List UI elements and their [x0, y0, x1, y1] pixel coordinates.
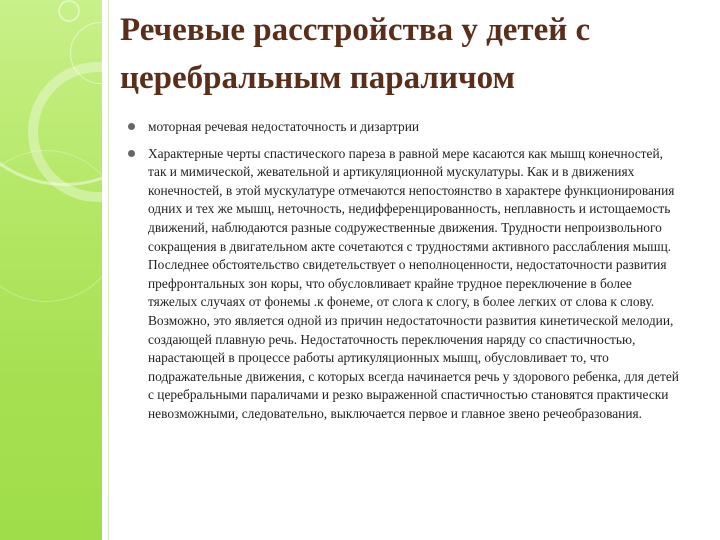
bullet-list: [128, 118, 684, 424]
bullet-item: [128, 145, 684, 424]
decorative-side-band: [0, 0, 102, 540]
decorative-ring: [0, 150, 102, 302]
bullet-text: Характерные черты спастического пареза в равной мере касаются как мышц конечностей, так и мимической, жевательной и артикуляционной мускулатуры. Как и в движениях конечностей, в этой мускулатуре отмечаются непостоянство в характере функционирования одних и тех же мышц, неточность, недифференцированность, неплавность и истощаемость движений, наблюдаются разные содружественные движения. Трудности непроизвольного сокращения в двигательном акте сочетаются с трудностями активного расслабления мышц. Последнее обстоятельство свидетельствует о неполноценности, недостаточности развития префронтальных зон коры, что обусловливает крайне трудное переключение в более тяжелых случаях от фонемы .к фонеме, от слога к слогу, в более легких от слова к слову. Возможно, это является одной из причин недостаточности развития кинетической мелодии, создающей плавную речь. Недостаточность переключения наряду со спастичностью, нарастающей в процессе работы артикуляционных мышц, обусловливает то, что подражательные движения, с которых всегда начинается речь у здорового ребенка, для детей с церебральными параличами и резко выраженной спастичностью становятся практически невозможными, следовательно, выключается первое и главное звено речеобразования.: [148, 145, 679, 421]
bullet-text: моторная речевая недостаточность и дизартрии: [148, 119, 420, 134]
decorative-ring: [58, 0, 80, 22]
slide-title: Речевые расстройства у детей с церебральным параличом: [120, 12, 591, 96]
bullet-dot-icon: [128, 150, 135, 157]
bullet-item: [128, 118, 684, 137]
bullet-dot-icon: [128, 123, 135, 130]
divider-line: [108, 0, 109, 540]
